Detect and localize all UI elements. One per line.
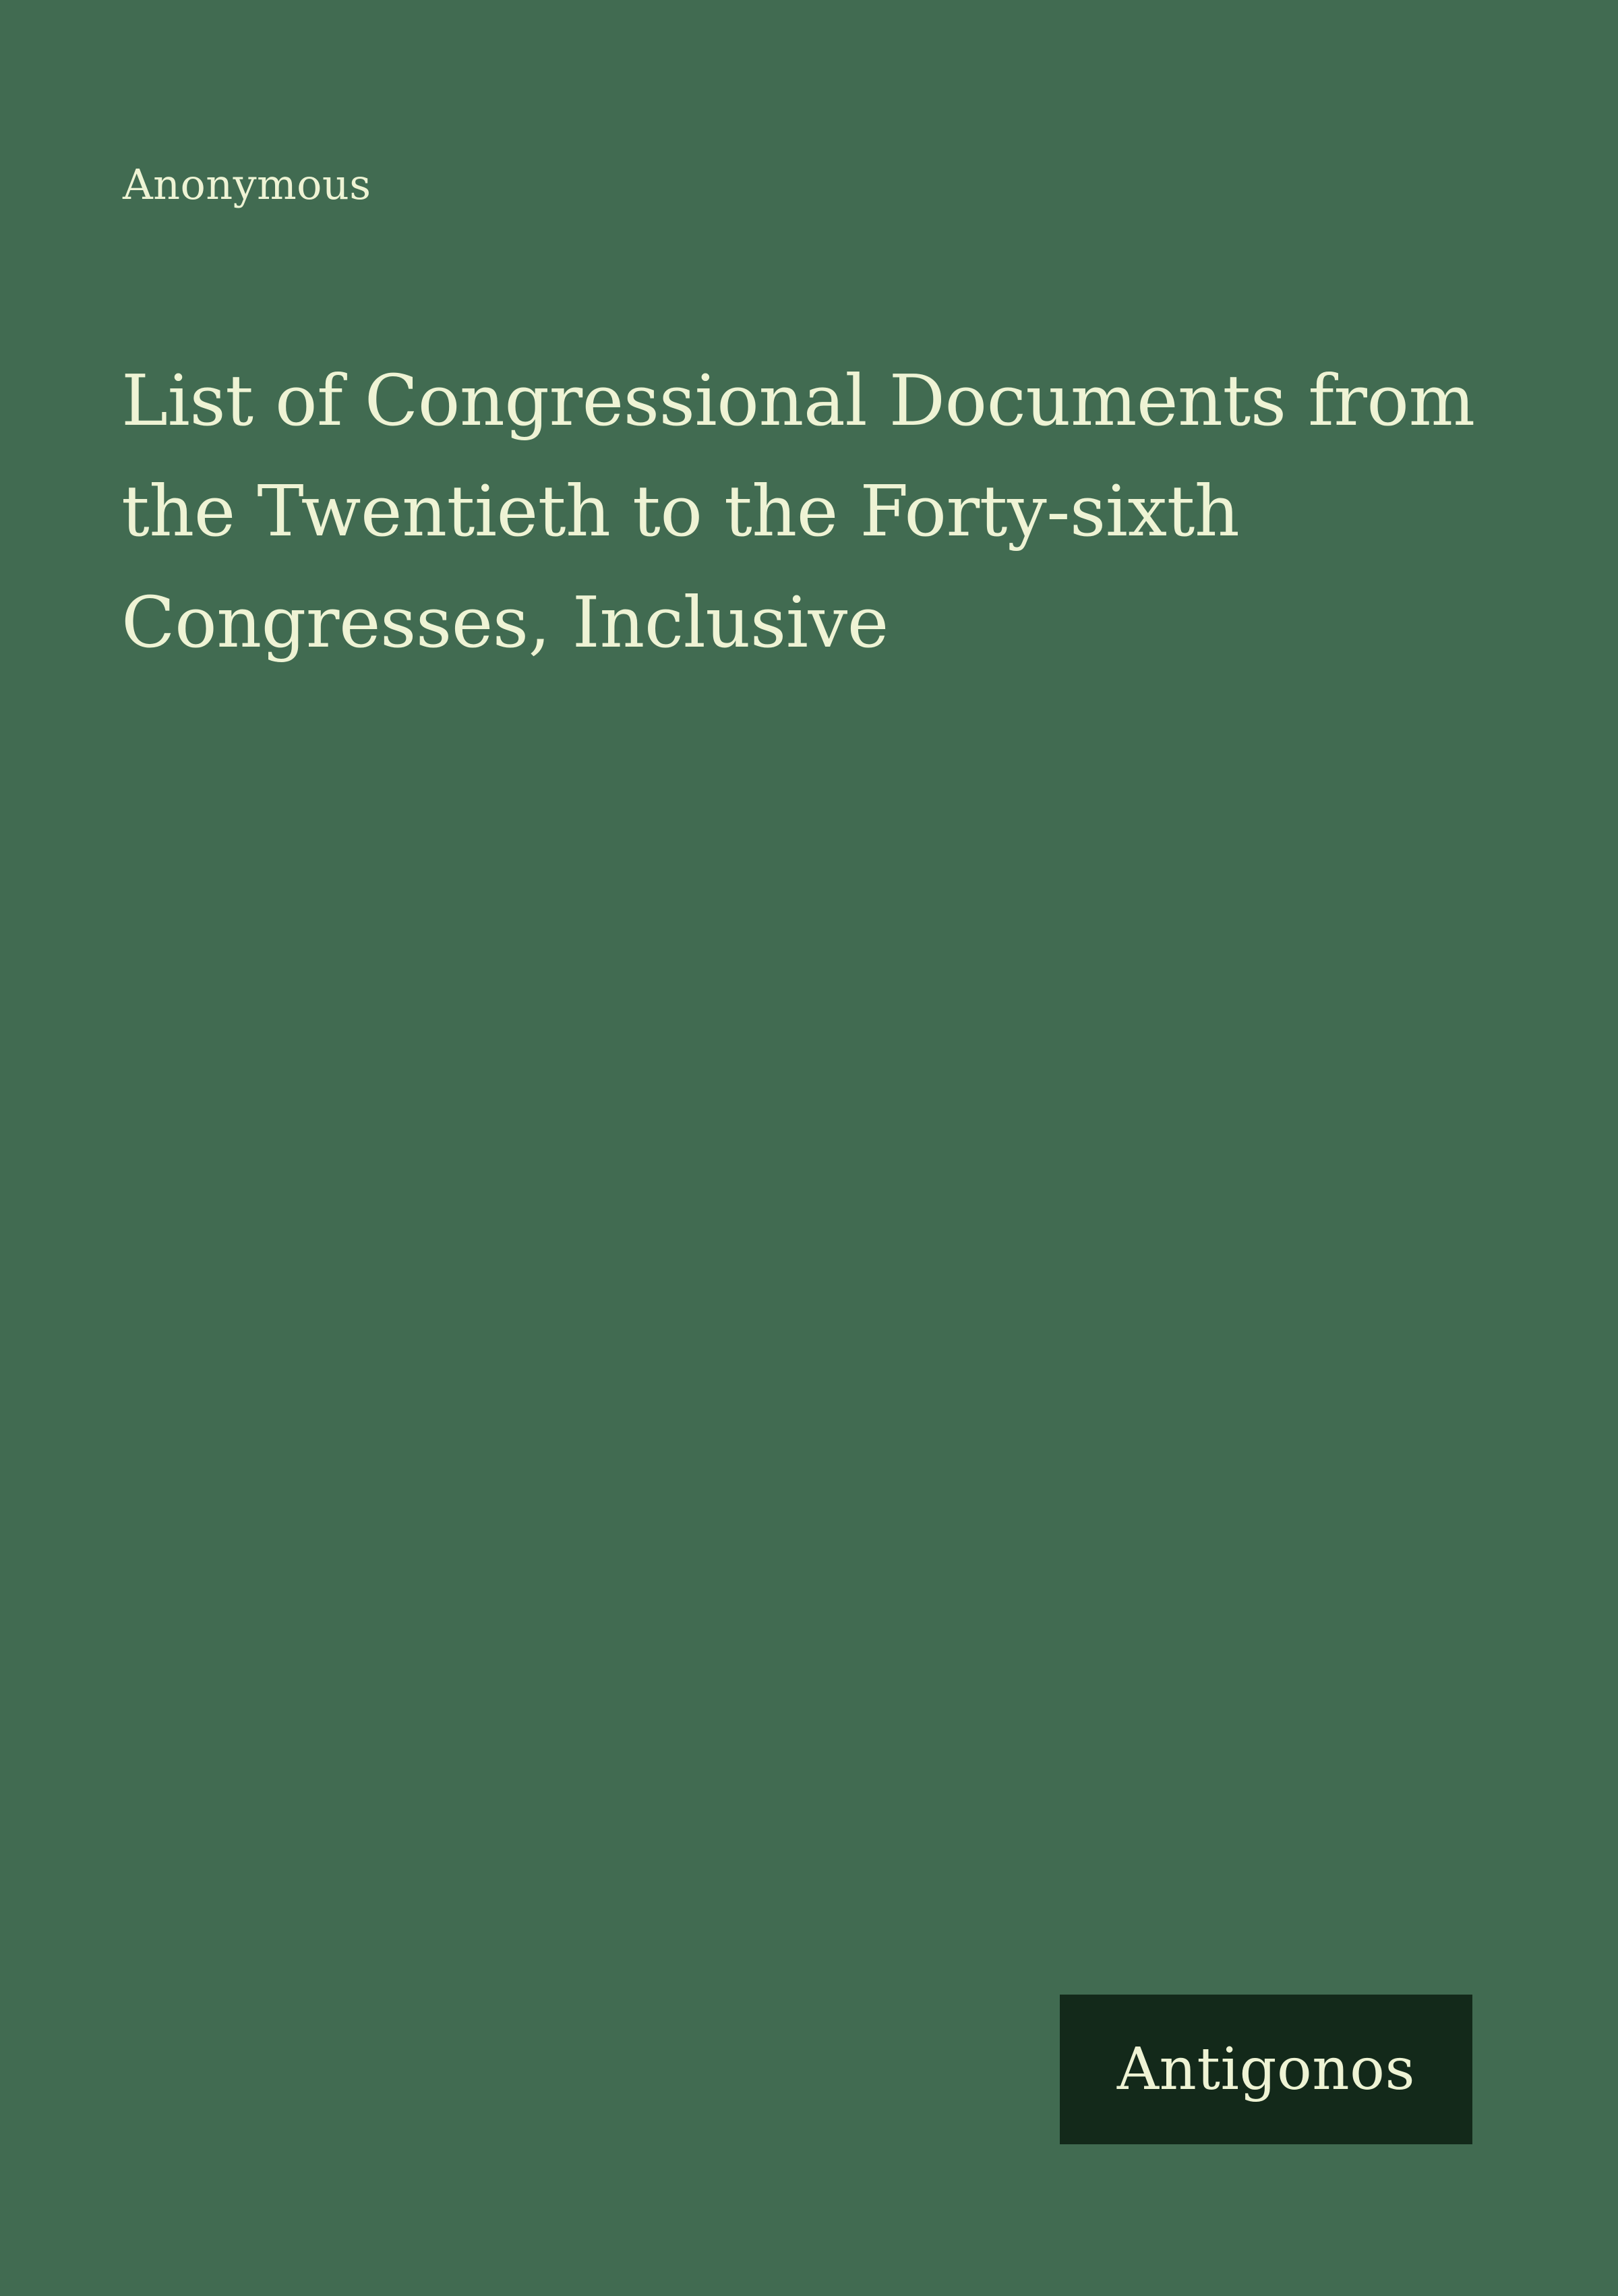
book-title: List of Congressional Documents from the Twentieth to the Forty-sixth Congresses, Inclusive (121, 359, 1475, 664)
publisher-badge (1060, 1995, 1472, 2144)
author-name: Anonymous (123, 160, 371, 209)
publisher-name: Antigonos (1116, 2036, 1416, 2103)
